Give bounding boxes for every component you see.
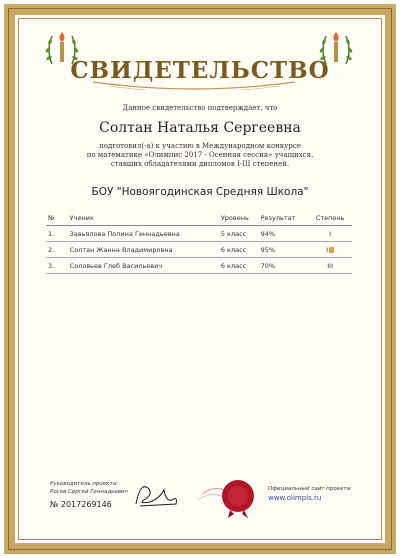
row-level: 6 класс xyxy=(219,258,259,274)
row-number: 3. xyxy=(46,258,68,274)
leader-name: Росов Сергей Геннадьевич xyxy=(50,489,128,495)
description-text xyxy=(0,142,400,169)
project-leader xyxy=(50,480,128,496)
row-number: 2. xyxy=(46,242,68,258)
description-line: ставших обладателями дипломов I-III степеней. xyxy=(110,160,290,168)
degree-text: III xyxy=(327,261,334,270)
row-student: Солтан Жанна Владимировна xyxy=(68,242,219,258)
table-row xyxy=(46,258,352,274)
header-level: Уровень xyxy=(219,211,259,226)
header-degree: Степень xyxy=(308,211,352,226)
site-link[interactable]: www.olimpis.ru xyxy=(268,494,322,502)
leader-role: Руководитель проекта: xyxy=(50,481,118,487)
official-site xyxy=(268,485,352,503)
header-result: Результат xyxy=(259,211,309,226)
certificate-title: СВИДЕТЕЛЬСТВО xyxy=(70,57,330,84)
registration-number: № 2017269146 xyxy=(50,500,112,509)
site-label: Официальный сайт проекта: xyxy=(268,486,352,492)
row-degree xyxy=(308,242,352,258)
table-header-row xyxy=(46,211,352,226)
inner-border xyxy=(18,18,382,540)
wax-seal-icon xyxy=(198,470,260,518)
header-number: № xyxy=(46,211,68,226)
row-degree xyxy=(308,226,352,242)
row-result: 94% xyxy=(259,226,309,242)
row-degree xyxy=(308,258,352,274)
row-student: Завьялова Полина Геннадьевна xyxy=(68,226,219,242)
degree-text: I xyxy=(326,245,329,254)
medal-icon xyxy=(329,247,334,253)
description-line: подготовил(-а) к участию в Международном конкурсе xyxy=(99,142,301,150)
header-student: Ученик xyxy=(68,211,219,226)
row-result: 95% xyxy=(259,242,309,258)
intro-text: Данное свидетельство подтверждает, что xyxy=(122,104,278,112)
row-result: 70% xyxy=(259,258,309,274)
signature-icon xyxy=(130,478,182,512)
recipient-name: Солтан Наталья Сергеевна xyxy=(99,120,301,136)
row-student: Соловьев Глеб Васильевич xyxy=(68,258,219,274)
row-level: 5 класс xyxy=(219,226,259,242)
table-row xyxy=(46,242,352,258)
table-row xyxy=(46,226,352,242)
school-name: БОУ "Новоягодинская Средняя Школа" xyxy=(91,186,309,198)
row-number: 1. xyxy=(46,226,68,242)
row-level: 6 класс xyxy=(219,242,259,258)
description-line: по математике «Олимпис 2017 - Осенняя сессия» учащихся, xyxy=(86,151,314,159)
degree-text: I xyxy=(329,229,332,238)
students-table xyxy=(46,211,352,274)
